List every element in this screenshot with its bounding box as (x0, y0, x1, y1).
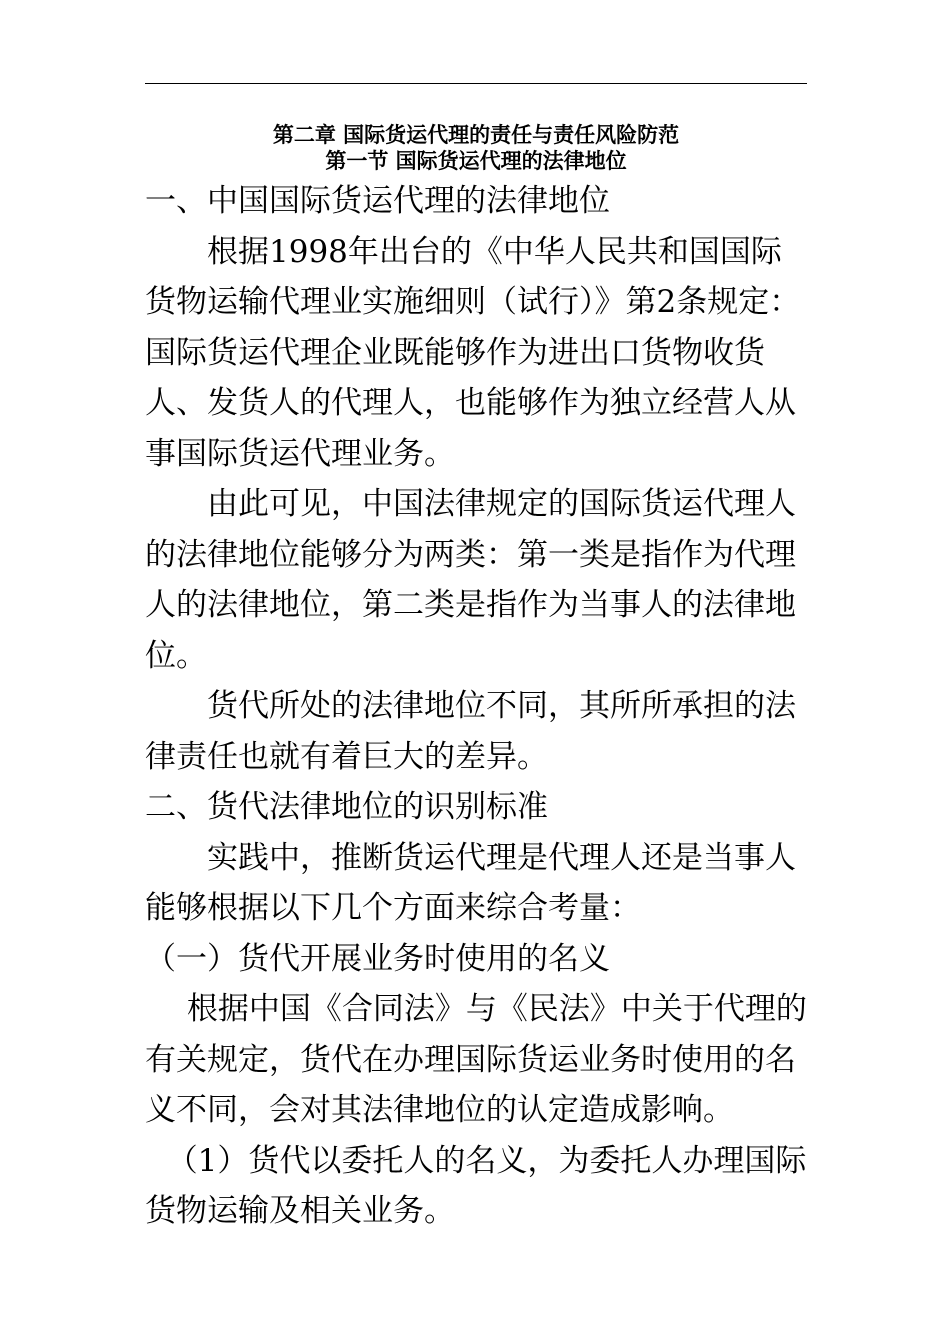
paragraph-2: 由此可见，中国法律规定的国际货运代理人的法律地位能够分为两类：第一类是指作为代理人的法律地位，第二类是指作为当事人的法律地位。 (145, 486, 796, 674)
document-body (145, 176, 810, 1237)
section-title: 第一节 国际货运代理的法律地位 (325, 148, 627, 173)
paragraph-6: （1）货代以委托人的名义，为委托人办理国际货物运输及相关业务。 (145, 1142, 807, 1229)
subheading-1: （一）货代开展业务时使用的名义 (145, 940, 610, 977)
chapter-title: 第二章 国际货运代理的责任与责任风险防范 (272, 122, 680, 147)
paragraph-5: 根据中国《合同法》与《民法》中关于代理的有关规定，货代在办理国际货运业务时使用的名义不同，会对其法律地位的认定造成影响。 (145, 991, 807, 1128)
header-rule (145, 83, 807, 84)
paragraph-1: 根据1998年出台的《中华人民共和国国际货物运输代理业实施细则（试行）》第2条规定：国际货运代理企业既能够作为进出口货物收货人、发货人的代理人，也能够作为独立经营人从事国际货运代理业务。 (145, 233, 801, 472)
paragraph-3: 货代所处的法律地位不同，其所所承担的法律责任也就有着巨大的差异。 (145, 688, 796, 775)
heading-1: 一、中国国际货运代理的法律地位 (145, 183, 610, 219)
heading-2: 二、货代法律地位的识别标准 (145, 789, 548, 825)
paragraph-4: 实践中，推断货运代理是代理人还是当事人能够根据以下几个方面来综合考量： (145, 839, 796, 926)
